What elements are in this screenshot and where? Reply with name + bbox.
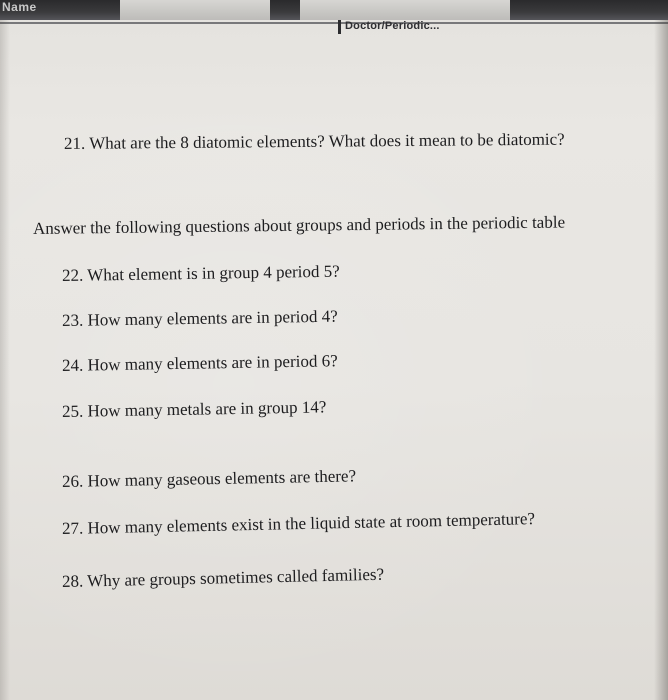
question-25: 25. How many metals are in group 14? xyxy=(61,397,327,421)
question-27: 27. How many elements exist in the liquid state at room temperature? xyxy=(61,509,536,538)
right-shadow xyxy=(654,20,668,700)
question-28: 28. Why are groups sometimes called families? xyxy=(61,564,385,591)
question-26: 26. How many gaseous elements are there? xyxy=(61,466,357,491)
section-instructions: Answer the following questions about groups and periods in the periodic table xyxy=(32,212,566,238)
paper-notch xyxy=(120,0,270,20)
question-23: 23. How many elements are in period 4? xyxy=(61,306,338,330)
paper-notch xyxy=(300,0,510,20)
name-label: Name xyxy=(2,0,37,14)
left-shadow xyxy=(0,20,10,700)
question-24: 24. How many elements are in period 6? xyxy=(61,351,338,375)
top-edge-strip xyxy=(0,0,668,20)
header-rule xyxy=(0,22,668,24)
question-21: 21. What are the 8 diatomic elements? What does it mean to be diatomic? xyxy=(63,129,565,153)
question-22: 22. What element is in group 4 period 5? xyxy=(61,261,340,285)
header-title: Doctor/Periodic... xyxy=(345,20,440,32)
header-tick xyxy=(338,20,341,34)
